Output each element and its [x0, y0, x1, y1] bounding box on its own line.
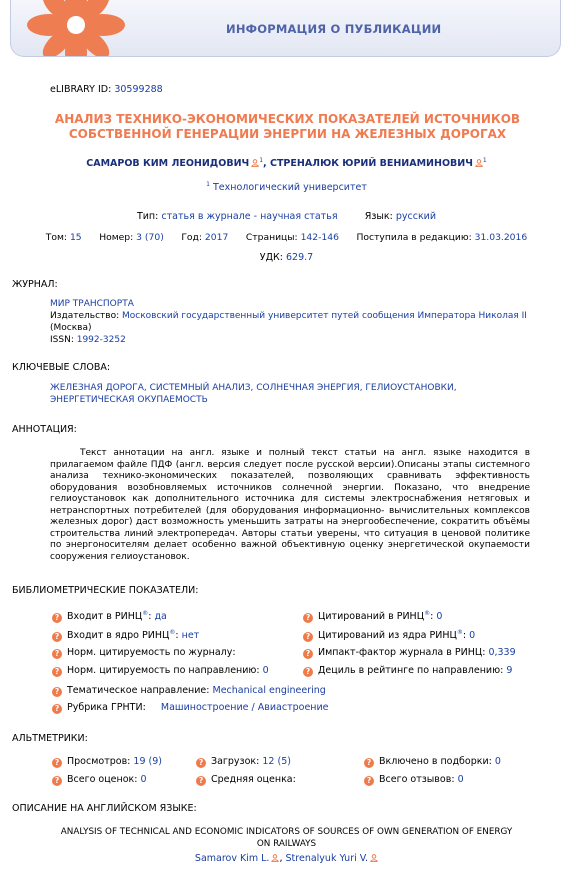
rinc-core-label: Входит в ядро РИНЦ [67, 630, 170, 642]
english-heading: ОПИСАНИЕ НА АНГЛИЙСКОМ ЯЗЫКЕ: [12, 803, 197, 814]
cit-rinc-label: Цитирований в РИНЦ [318, 611, 425, 623]
journal-heading: ЖУРНАЛ: [12, 279, 58, 290]
type-language-row [0, 211, 573, 222]
issue-value[interactable]: 3 (70) [136, 232, 164, 243]
help-icon[interactable]: ? [52, 632, 62, 642]
help-icon[interactable]: ? [303, 649, 313, 659]
help-icon[interactable]: ? [303, 613, 313, 623]
udk-value: 629.7 [285, 252, 314, 263]
grnti-separator: / [251, 702, 255, 713]
affiliation-sup: 1 [206, 181, 210, 188]
author-2-sup: 1 [482, 157, 487, 164]
help-icon[interactable]: ? [364, 776, 374, 786]
publication-title: АНАЛИЗ ТЕХНИКО-ЭКОНОМИЧЕСКИХ ПОКАЗАТЕЛЕЙ ИСТОЧНИКОВ СОБСТВЕННОЙ ГЕНЕРАЦИИ ЭНЕРГИИ НА ЖЕЛЕЗНЫХ ДОРОГАХ [54, 112, 521, 141]
publisher-label: Издательство: [50, 311, 120, 321]
english-author-2-link[interactable]: Strenalyuk Yuri V. [285, 853, 369, 864]
grnti-label: Рубрика ГРНТИ: [67, 702, 146, 713]
reg-mark: ® [456, 629, 463, 636]
norm-dir-label: Норм. цитируемость по направлению: [67, 665, 260, 676]
issue-label: Номер: [99, 232, 134, 243]
issn-label: ISSN: [50, 335, 74, 345]
language-label: Язык: [364, 211, 393, 222]
volume-value: 15 [69, 232, 82, 243]
reg-mark: ® [169, 629, 176, 636]
grnti-row [52, 702, 329, 714]
cit-rinc-row: ? Цитирований в РИНЦ®: 0 [303, 610, 442, 623]
keywords-list [50, 382, 480, 406]
downloads-value: 12 (5) [262, 756, 291, 767]
type-label: Тип: [136, 211, 159, 222]
reviews-row [364, 774, 464, 786]
author-separator: , [263, 158, 267, 170]
norm-dir-row [52, 665, 269, 677]
cit-core-value: 0 [469, 630, 476, 642]
grnti-link-machinery[interactable]: Машиностроение [160, 702, 249, 713]
author-2-link[interactable]: СТРЕНАЛЮК ЮРИЙ ВЕНИАМИНОВИЧ [269, 158, 473, 170]
help-icon[interactable]: ? [364, 758, 374, 768]
downloads-label: Загрузок: [211, 756, 260, 767]
annotation-heading: АННОТАЦИЯ: [12, 424, 77, 435]
english-author-1-link[interactable]: Samarov Kim L. [194, 853, 270, 864]
help-icon[interactable]: ? [196, 758, 206, 768]
cit-rinc-value: 0 [436, 611, 443, 623]
english-title-line-2: ON RAILWAYS [256, 839, 317, 849]
theme-label: Тематическое направление: [67, 685, 210, 696]
received-label: Поступила в редакцию: [356, 232, 472, 243]
year-label: Год: [181, 232, 202, 243]
rinc-in-value: да [154, 611, 167, 623]
norm-journal-label: Норм. цитируемость по журналу: [67, 647, 236, 658]
header-banner [10, 0, 561, 57]
biblio-heading: БИБЛИОМЕТРИЧЕСКИЕ ПОКАЗАТЕЛИ: [12, 585, 199, 596]
elibrary-id-value[interactable]: 30599288 [114, 84, 163, 95]
keywords-line-2[interactable]: ЭНЕРГЕТИЧЕСКАЯ ОКУПАЕМОСТЬ [50, 395, 208, 405]
reg-mark: ® [142, 610, 149, 617]
issn-value: 1992-3252 [76, 335, 126, 345]
author-1-link[interactable]: САМАРОВ КИМ ЛЕОНИДОВИЧ [86, 158, 250, 170]
pages-value: 142-146 [300, 232, 339, 243]
help-icon[interactable]: ? [52, 667, 62, 677]
help-icon[interactable]: ? [52, 776, 62, 786]
elibrary-id-label: eLIBRARY ID: [50, 84, 112, 95]
person-icon[interactable] [271, 854, 279, 862]
help-icon[interactable]: ? [303, 667, 313, 677]
elibrary-id [50, 84, 163, 95]
volume-label: Том: [45, 232, 68, 243]
norm-dir-value: 0 [262, 665, 269, 676]
altmetrics-heading: АЛЬТМЕТРИКИ: [12, 733, 88, 744]
language-value: русский [395, 211, 437, 222]
theme-row [52, 685, 326, 697]
collections-row [364, 756, 501, 768]
rinc-core-row: ? Входит в ядро РИНЦ®: нет [52, 629, 199, 642]
impact-label: Импакт-фактор журнала в РИНЦ: [318, 647, 486, 658]
help-icon[interactable]: ? [303, 632, 313, 642]
volume-row [0, 232, 573, 243]
journal-name-link[interactable]: МИР ТРАНСПОРТА [50, 299, 134, 309]
udk-label: УДК: [259, 252, 283, 263]
ratings-row [52, 774, 147, 786]
help-icon[interactable]: ? [52, 649, 62, 659]
english-authors: Samarov Kim L. , Strenalyuk Yuri V. [0, 853, 573, 864]
decile-value: 9 [506, 665, 513, 676]
flower-logo-icon [21, 0, 131, 57]
affiliation-link[interactable]: Технологический университет [212, 182, 367, 194]
reviews-value: 0 [457, 774, 464, 785]
year-value: 2017 [204, 232, 229, 243]
norm-journal-row [52, 647, 236, 659]
help-icon[interactable]: ? [52, 687, 62, 697]
grnti-link-aviation[interactable]: Авиастроение [257, 702, 329, 713]
person-icon[interactable] [370, 854, 378, 862]
decile-row [303, 665, 512, 677]
pages-label: Страницы: [245, 232, 298, 243]
avg-rating-row [196, 774, 296, 786]
collections-label: Включено в подборки: [379, 756, 492, 767]
annotation-text [50, 448, 530, 563]
impact-value: 0,339 [488, 647, 516, 658]
views-row [52, 756, 162, 768]
theme-link[interactable]: Mechanical engineering [212, 685, 326, 696]
help-icon[interactable]: ? [52, 613, 62, 623]
person-icon[interactable] [475, 159, 483, 167]
ratings-value: 0 [140, 774, 147, 785]
downloads-row [196, 756, 291, 768]
impact-row [303, 647, 516, 659]
cit-core-row: ? Цитирований из ядра РИНЦ®: 0 [303, 629, 475, 642]
publisher-link[interactable]: Московский государственный университет путей сообщения Императора Николая II [122, 311, 527, 321]
keywords-heading: КЛЮЧЕВЫЕ СЛОВА: [12, 362, 111, 373]
english-title [0, 826, 573, 850]
annotation-paragraph: Текст аннотации на англ. языке и полный текст статьи на англ. языке находится в прилагаемом файле ПДФ (англ. версия следует после русской версии).Описаны этапы системного анализа технико-экономических показателей, позволяющих сравнивать эффективность оборудования возобновляемых источников солнечной энергии. Показано, что внедрение гелиоустановок как дополнительного источника для системы электроснабжения нетяговых и нетранспортных потребителей (для оборудования информационно- вычислительных комплексов железных дорог) даст возможность уменьшить затраты на энергообеспечение, сократить объёмы строительства линий электропередач. Авторы статьи уверены, что ситуация в ценовой политике по энергоносителям делает особенно важной объективную оценку энергетической окупаемости сооружения гелиоустановок. [50, 448, 530, 562]
page-title: ИНФОРМАЦИЯ О ПУБЛИКАЦИИ [226, 22, 442, 36]
reviews-label: Всего отзывов: [379, 774, 455, 785]
affiliation [0, 181, 573, 193]
decile-label: Дециль в рейтинге по направлению: [318, 665, 504, 676]
help-icon[interactable]: ? [52, 758, 62, 768]
cit-core-label: Цитирований из ядра РИНЦ [318, 630, 457, 642]
keywords-line-1[interactable]: ЖЕЛЕЗНАЯ ДОРОГА, СИСТЕМНЫЙ АНАЛИЗ, СОЛНЕЧНАЯ ЭНЕРГИЯ, ГЕЛИОУСТАНОВКИ, [50, 383, 457, 393]
authors-line [0, 157, 573, 169]
type-value: статья в журнале - научная статья [161, 211, 338, 222]
views-value: 19 (9) [133, 756, 162, 767]
udk-row [0, 252, 573, 263]
rinc-core-value: нет [181, 630, 200, 642]
collections-value: 0 [494, 756, 501, 767]
publisher-city: (Москва) [50, 323, 92, 333]
journal-block [50, 298, 540, 346]
received-value: 31.03.2016 [474, 232, 528, 243]
english-title-line-1: ANALYSIS OF TECHNICAL AND ECONOMIC INDICATORS OF SOURCES OF OWN GENERATION OF ENERGY [60, 827, 513, 837]
ratings-label: Всего оценок: [67, 774, 138, 785]
reg-mark: ® [424, 610, 431, 617]
help-icon[interactable]: ? [196, 776, 206, 786]
rinc-in-label: Входит в РИНЦ [67, 611, 143, 623]
help-icon[interactable]: ? [52, 704, 62, 714]
rinc-in-row: ? Входит в РИНЦ®: да [52, 610, 167, 623]
avg-rating-label: Средняя оценка: [211, 774, 296, 785]
views-label: Просмотров: [67, 756, 131, 767]
author-1-sup: 1 [259, 157, 264, 164]
